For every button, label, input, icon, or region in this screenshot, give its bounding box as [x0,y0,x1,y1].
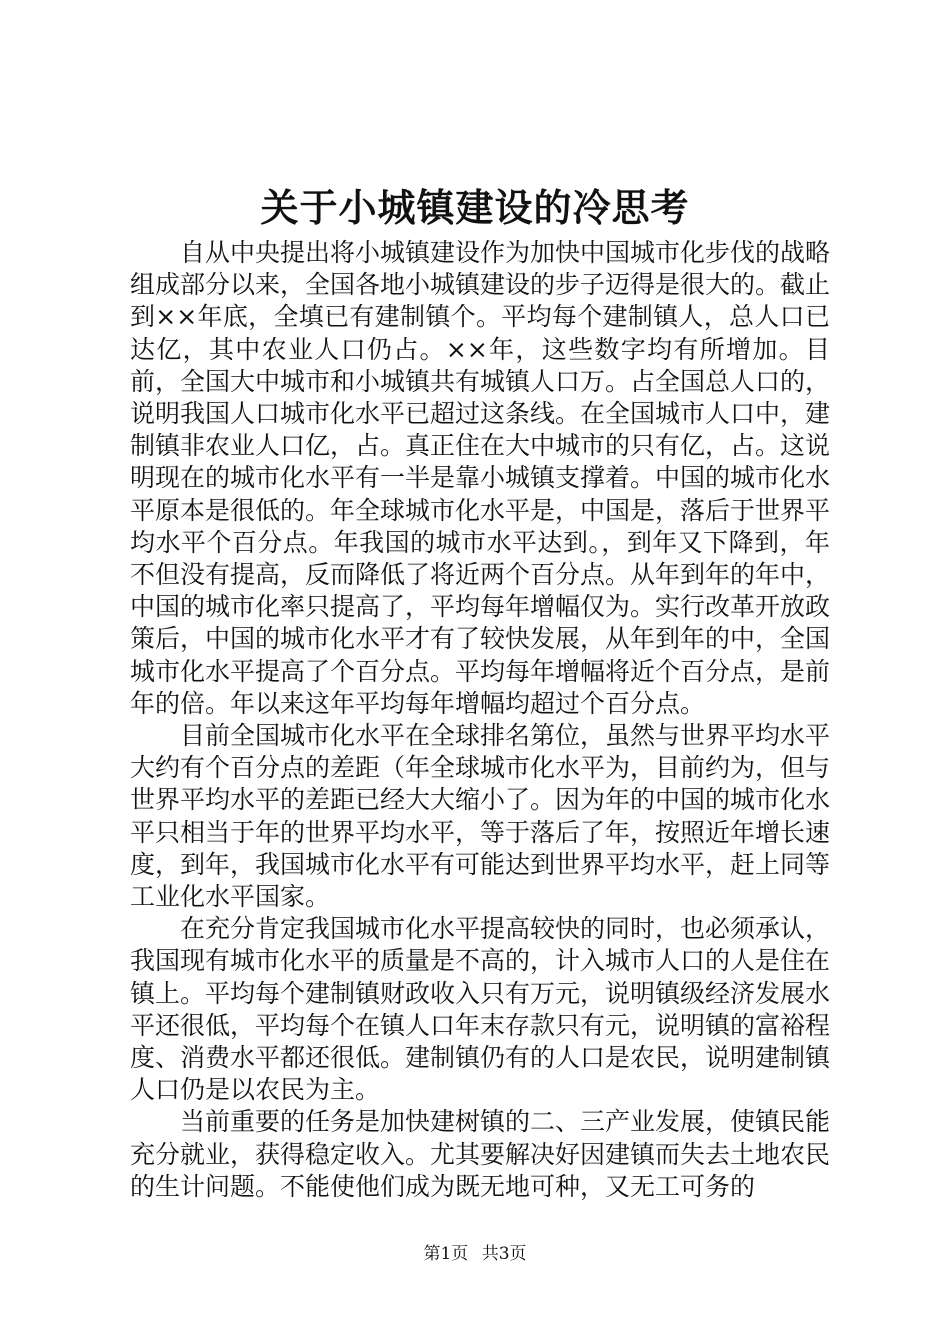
page-number: 第1页 [423,1244,469,1264]
paragraph-3: 在充分肯定我国城市化水平提高较快的同时，也必须承认，我国现有城市化水平的质量是不高的，计入城市人口的人是住在镇上。平均每个建制镇财政收入只有万元，说明镇级经济发展水平还很低，平均每个在镇人口年末存款只有元，说明镇的富裕程度、消费水平都还很低。建制镇仍有的人口是农民，说明建制镇人口仍是以农民为主。 [130,914,831,1105]
page-footer [0,1242,950,1266]
document-body [130,237,830,1203]
paragraph-2: 目前全国城市化水平在全球排名第位，虽然与世界平均水平大约有个百分点的差距（年全球城市化水平为，目前约为，但与世界平均水平的差距已经大大缩小了。因为年的中国的城市化水平只相当于年的世界平均水平，等于落后了年，按照近年增长速度，到年，我国城市化水平有可能达到世界平均水平，赶上同等工业化水平国家。 [130,721,831,912]
page-total: 共3页 [481,1244,527,1264]
paragraph-4: 当前重要的任务是加快建树镇的二、三产业发展，使镇民能充分就业，获得稳定收入。尤其要解决好因建镇而失去土地农民的生计问题。不能使他们成为既无地可种，又无工可务的 [130,1107,831,1201]
paragraph-1: 自从中央提出将小城镇建设作为加快中国城市化步伐的战略组成部分以来，全国各地小城镇建设的步子迈得是很大的。截止到××年底，全填已有建制镇个。平均每个建制镇人，总人口已达亿，其中农业人口仍占。××年，这些数字均有所增加。目前，全国大中城市和小城镇共有城镇人口万。占全国总人口的，说明我国人口城市化水平已超过这条线。在全国城市人口中，建制镇非农业人口亿，占。真正住在大中城市的只有亿，占。这说明现在的城市化水平有一半是靠小城镇支撑着。中国的城市化水平原本是很低的。年全球城市化水平是，中国是，落后于世界平均水平个百分点。年我国的城市水平达到。，到年又下降到，年不但没有提高，反而降低了将近两个百分点。从年到年的年中，中国的城市化率只提高了，平均每年增幅仅为。实行改革开放政策后，中国的城市化水平才有了较快发展，从年到年的中，全国城市化水平提高了个百分点。平均每年增幅将近个百分点，是前年的倍。年以来这年平均每年增幅均超过个百分点。 [130,238,831,718]
document-title: 关于小城镇建设的冷思考 [260,185,690,230]
